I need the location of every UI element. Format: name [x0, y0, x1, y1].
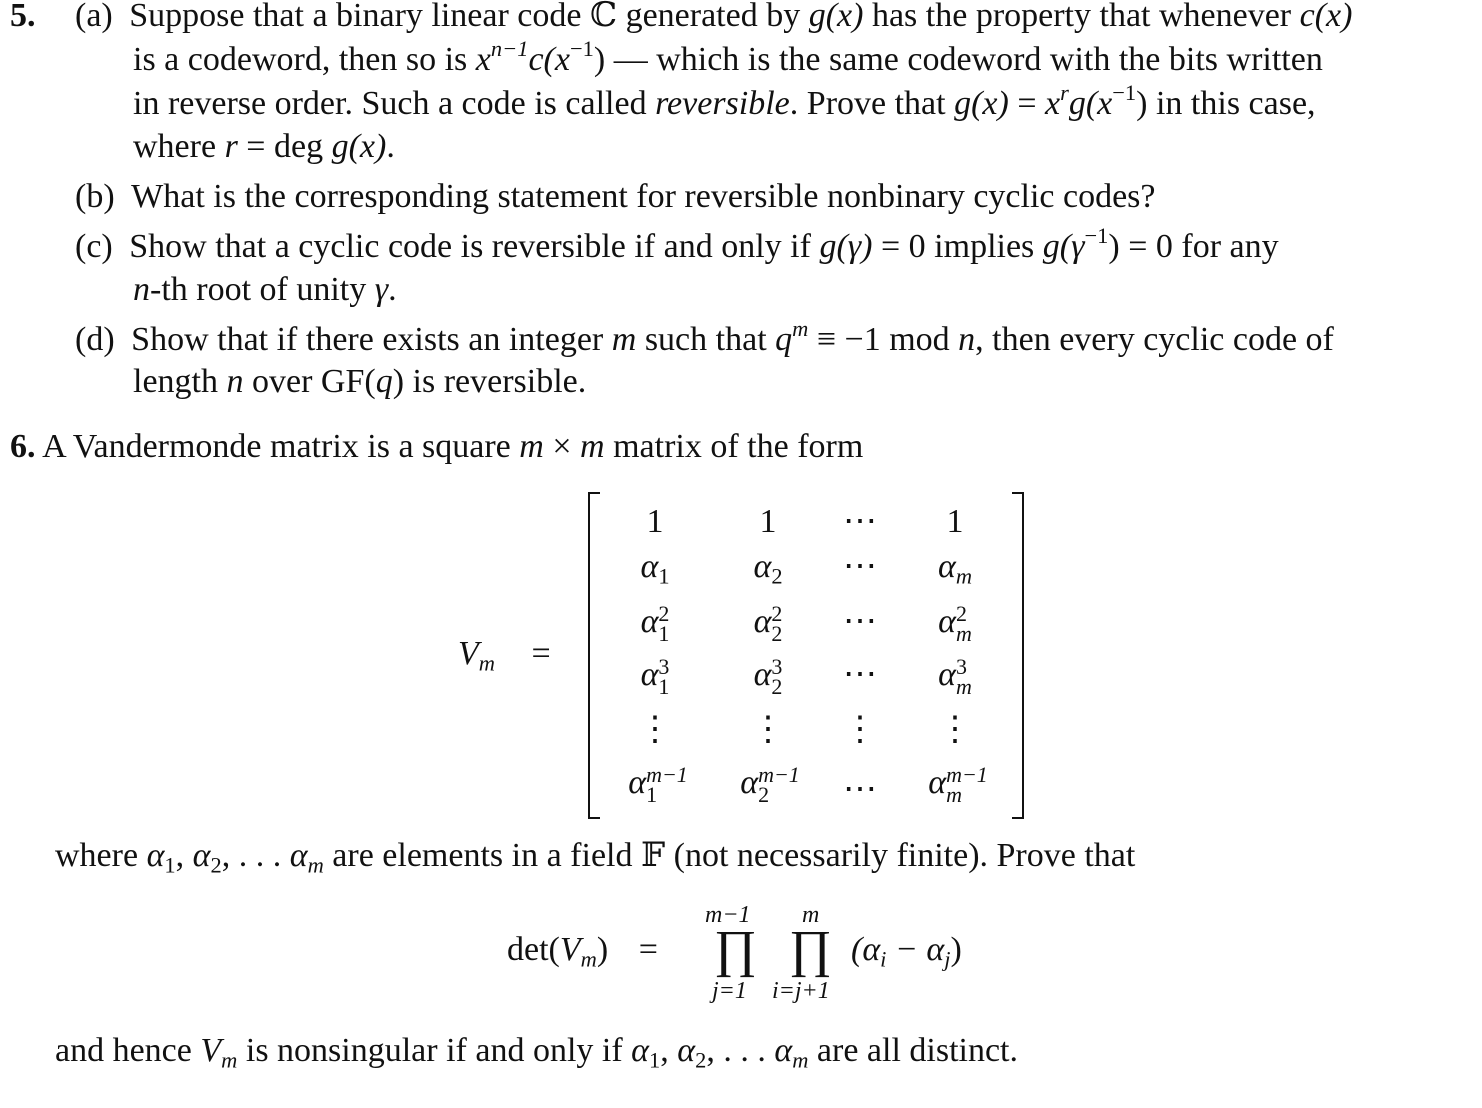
matrix-cell: $\alpha_2$	[753, 548, 783, 589]
determinant-lhs: $\det(V_m)$ =	[507, 931, 658, 972]
part-a-label: (a)	[75, 0, 113, 34]
problem-5-number: 5.	[10, 0, 36, 34]
part-b-label: (b)	[75, 178, 115, 215]
problem-5a-line-4: where r = deg g(x).	[133, 128, 395, 165]
product-symbol: ∏	[714, 921, 757, 978]
part-d-label: (d)	[75, 321, 115, 358]
matrix-cell: $\alpha_1$	[640, 548, 670, 589]
matrix-vdots: ⋮	[938, 711, 972, 748]
matrix-cell: α3 1	[640, 654, 670, 700]
problem-5a-line-1: (a) Suppose that a binary linear code ℂ generated by g(x) has the property that whenever c(x)	[75, 0, 1352, 36]
matrix-cell: 1	[946, 503, 964, 540]
matrix-hdots: ⋯	[843, 548, 877, 585]
problem-5d-line-2: length n over GF(q) is reversible.	[133, 363, 587, 400]
product-term: $(\alpha_i - \alpha_j)$	[851, 931, 962, 972]
matrix-cell: α2 m	[938, 601, 972, 647]
matrix-left-bracket	[588, 492, 600, 819]
matrix-lhs: $V_m$ =	[458, 635, 551, 676]
product-lower-limit: j=1	[712, 978, 747, 1004]
problem-6-number: 6.	[10, 428, 36, 465]
problem-5d-line-1: (d) Show that if there exists an integer m such that $q^m \equiv -1$ mod n, then every cyclic code of	[75, 316, 1334, 358]
matrix-cell: α3 m	[938, 654, 972, 700]
matrix-cell: α3 2	[753, 654, 783, 700]
matrix-cell: αm−1 1	[628, 762, 688, 808]
matrix-vdots: ⋮	[638, 711, 672, 748]
matrix-cell: α2 1	[640, 601, 670, 647]
problem-5-line-1	[10, 0, 36, 36]
matrix-right-bracket	[1012, 492, 1024, 819]
matrix-hdots: ⋯	[843, 503, 877, 540]
matrix-hdots: ⋯	[843, 656, 877, 693]
matrix-hdots: ⋯	[843, 771, 877, 808]
matrix-hdots: ⋯	[843, 603, 877, 640]
matrix-vdots: ⋮	[843, 711, 877, 748]
matrix-cell: 1	[646, 503, 664, 540]
problem-5a-line-2: is a codeword, then so is $x^{n-1}c(x^{-1})$ — which is the same codeword with the bits written	[133, 36, 1323, 78]
problem-6-conclusion: and hence $V_m$ is nonsingular if and only if $\alpha_1$, $\alpha_2$, . . . $\alpha_m$ are all distinct.	[55, 1032, 1019, 1073]
matrix-cell: $\alpha_m$	[937, 548, 973, 589]
problem-5c-line-2: n-th root of unity γ.	[133, 271, 397, 308]
matrix-cell: 1	[759, 503, 777, 540]
matrix-cell: α2 2	[753, 601, 783, 647]
problem-5b: (b) What is the corresponding statement for reversible nonbinary cyclic codes?	[75, 178, 1156, 215]
problem-6-intro: 6. A Vandermonde matrix is a square m × m matrix of the form	[10, 428, 864, 465]
product-symbol: ∏	[789, 921, 832, 978]
product-upper-limit: m−1	[705, 902, 751, 928]
problem-5a-line-3: in reverse order. Such a code is called reversible. Prove that $g(x) = x^rg(x^{-1})$ in this case,	[133, 80, 1316, 122]
product-lower-limit: i=j+1	[772, 978, 830, 1004]
problem-6-where: where $\alpha_1$, $\alpha_2$, . . . $\alpha_m$ are elements in a field 𝔽 (not necessarily finite). Prove that	[55, 837, 1136, 878]
matrix-cell: αm−1 2	[740, 762, 800, 808]
problem-5c-line-1: (c) Show that a cyclic code is reversible if and only if g(γ) = 0 implies $g(\gamma^{-1}) = 0$ for any	[75, 223, 1279, 265]
part-c-label: (c)	[75, 228, 113, 265]
matrix-vdots: ⋮	[751, 711, 785, 748]
product-upper-limit: m	[802, 902, 820, 928]
matrix-cell: αm−1 m	[928, 762, 988, 808]
